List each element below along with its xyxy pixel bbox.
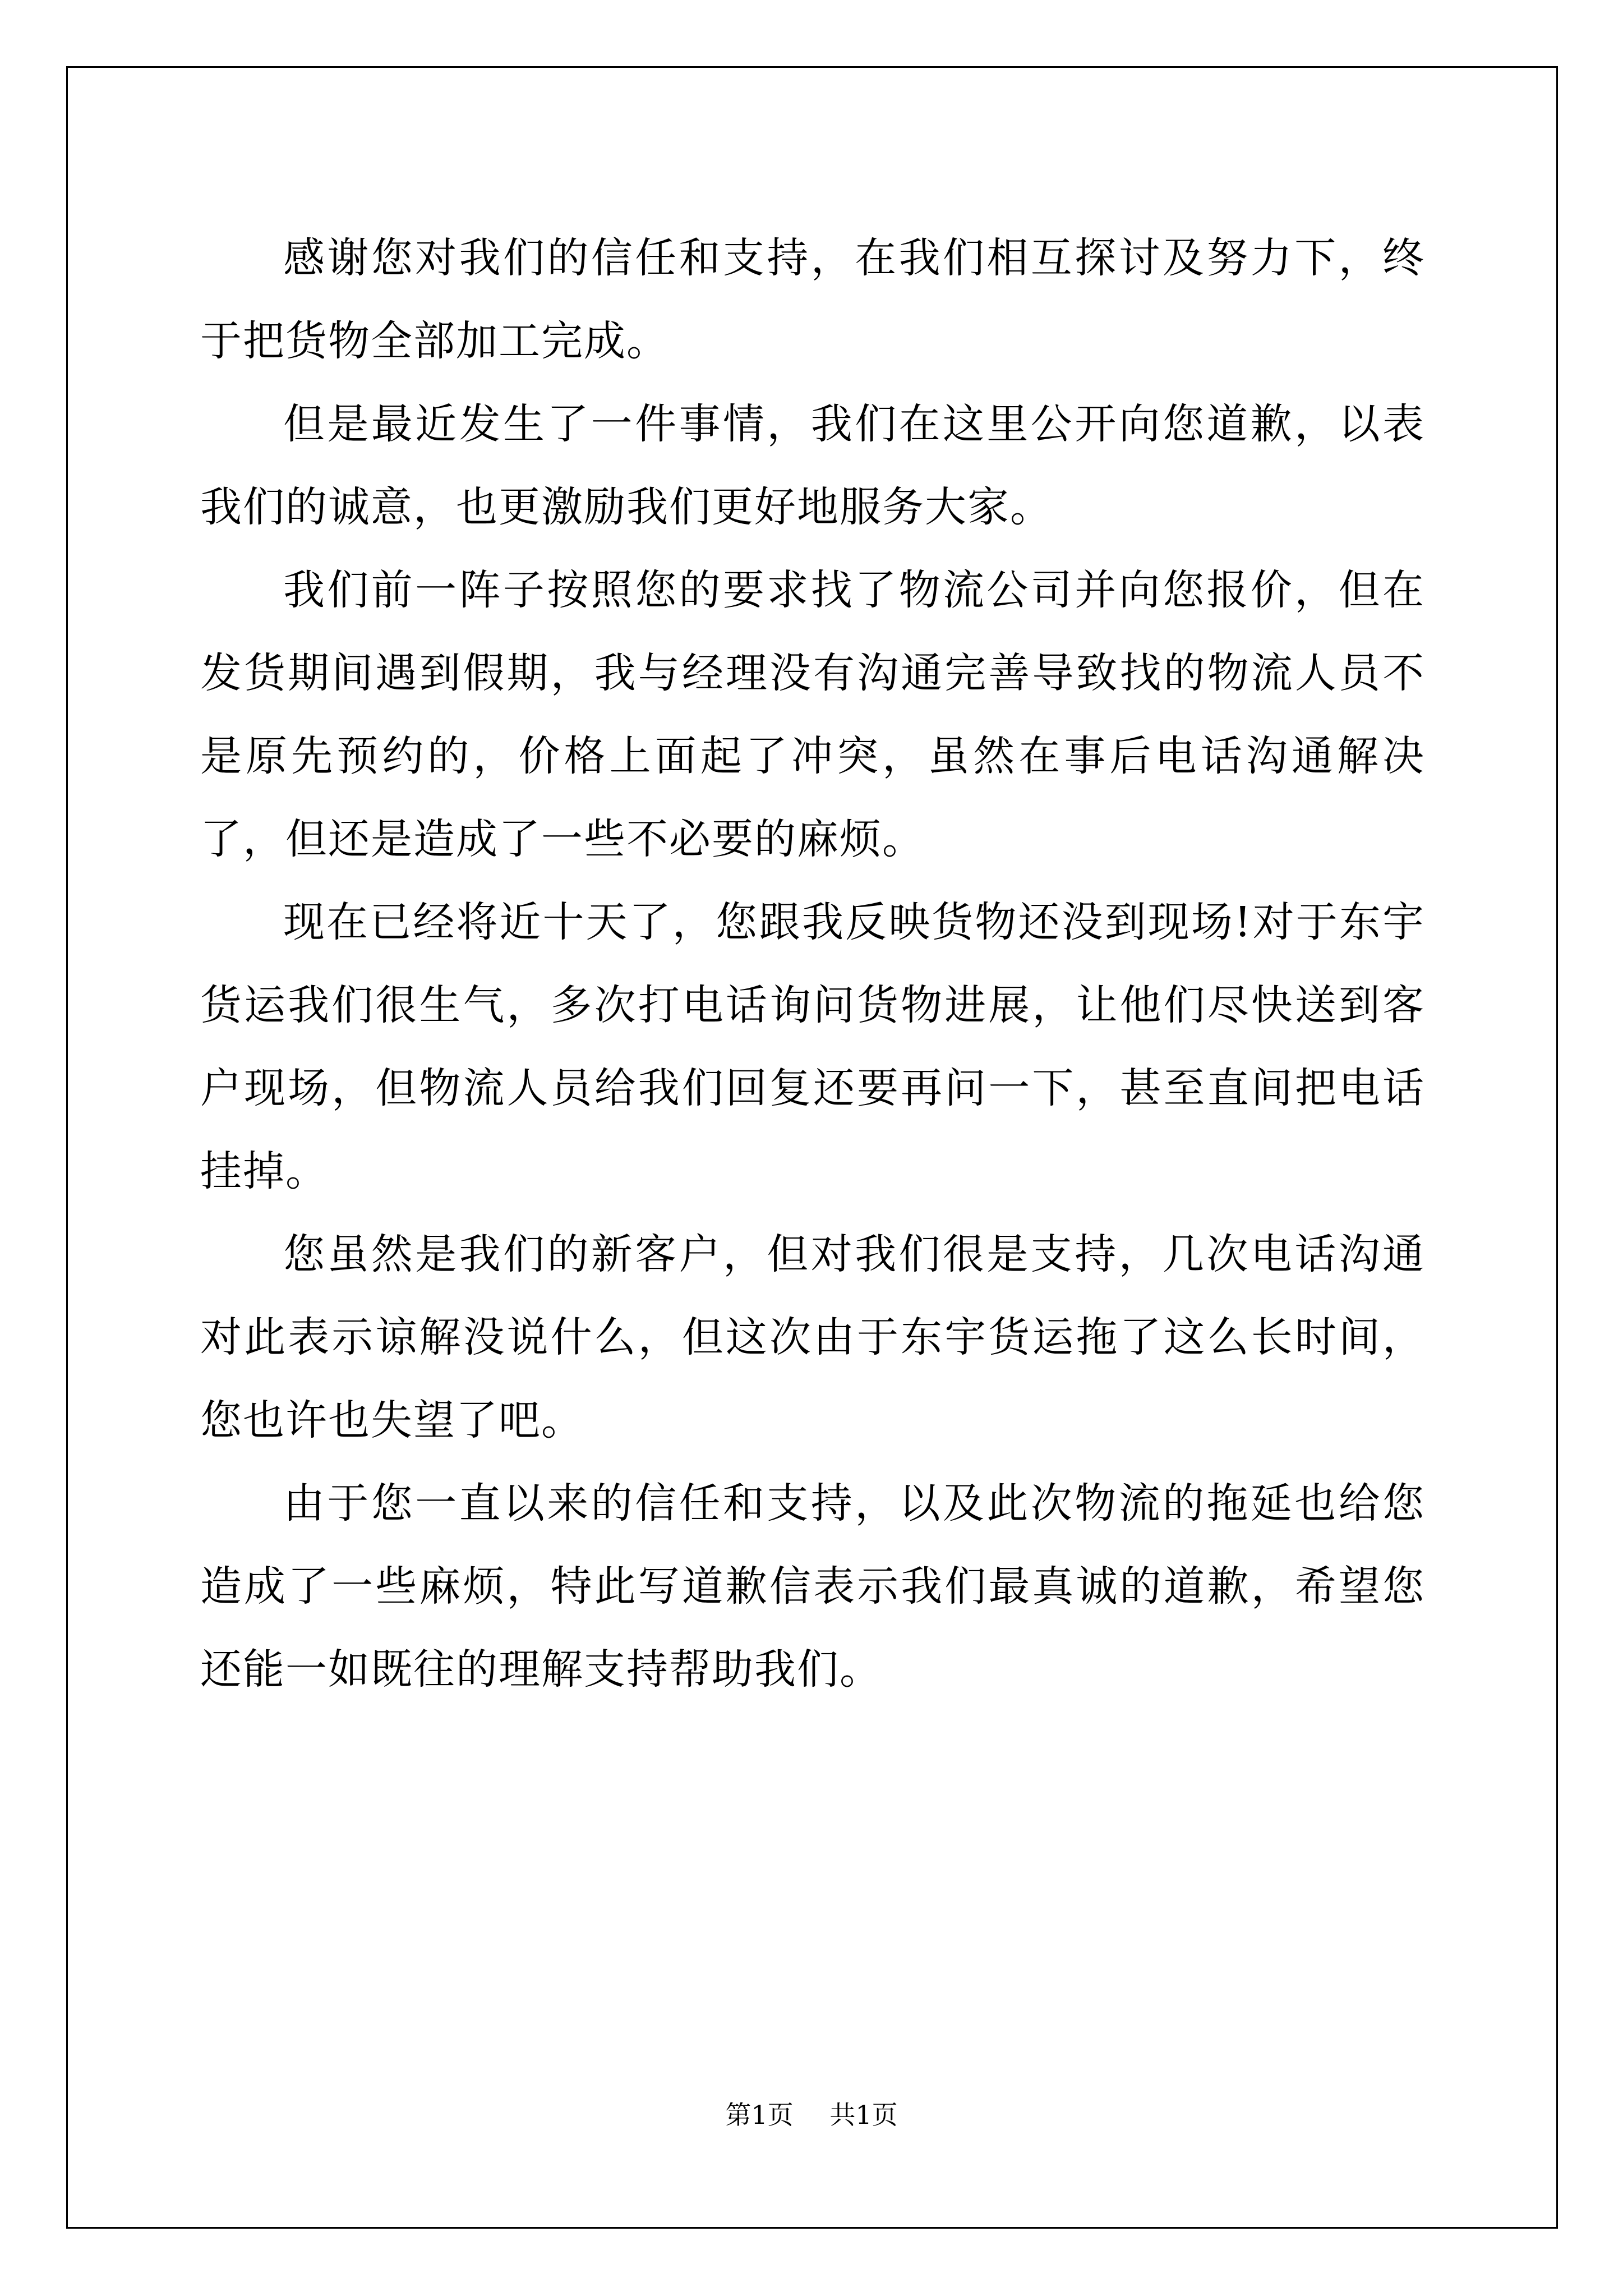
document-body	[200, 217, 1425, 1711]
paragraph-6: 由于您一直以来的信任和支持，以及此次物流的拖延也给您造成了一些麻烦，特此写道歉信表示我们最真诚的道歉，希望您还能一如既往的理解支持帮助我们。	[200, 1479, 1425, 1694]
paragraph-3: 我们前一阵子按照您的要求找了物流公司并向您报价，但在发货期间遇到假期，我与经理没有沟通完善导致找的物流人员不是原先预约的，价格上面起了冲突，虽然在事后电话沟通解决了，但还是造成了一些不必要的麻烦。	[200, 566, 1425, 863]
paragraph-1: 感谢您对我们的信任和支持，在我们相互探讨及努力下，终于把货物全部加工完成。	[200, 234, 1425, 365]
page-number-total: 共1页	[829, 2100, 898, 2130]
paragraph-4: 现在已经将近十天了，您跟我反映货物还没到现场!对于东宇货运我们很生气，多次打电话询问货物进展，让他们尽快送到客户现场，但物流人员给我们回复还要再问一下，甚至直间把电话挂掉。	[200, 898, 1425, 1195]
page-number-current: 第1页	[725, 2100, 794, 2130]
page-footer	[0, 2098, 1623, 2132]
paragraph-5: 您虽然是我们的新客户，但对我们很是支持，几次电话沟通对此表示谅解没说什么，但这次由于东宇货运拖了这么长时间，您也许也失望了吧。	[200, 1230, 1425, 1444]
paragraph-2: 但是最近发生了一件事情，我们在这里公开向您道歉，以表我们的诚意，也更激励我们更好地服务大家。	[200, 400, 1425, 531]
